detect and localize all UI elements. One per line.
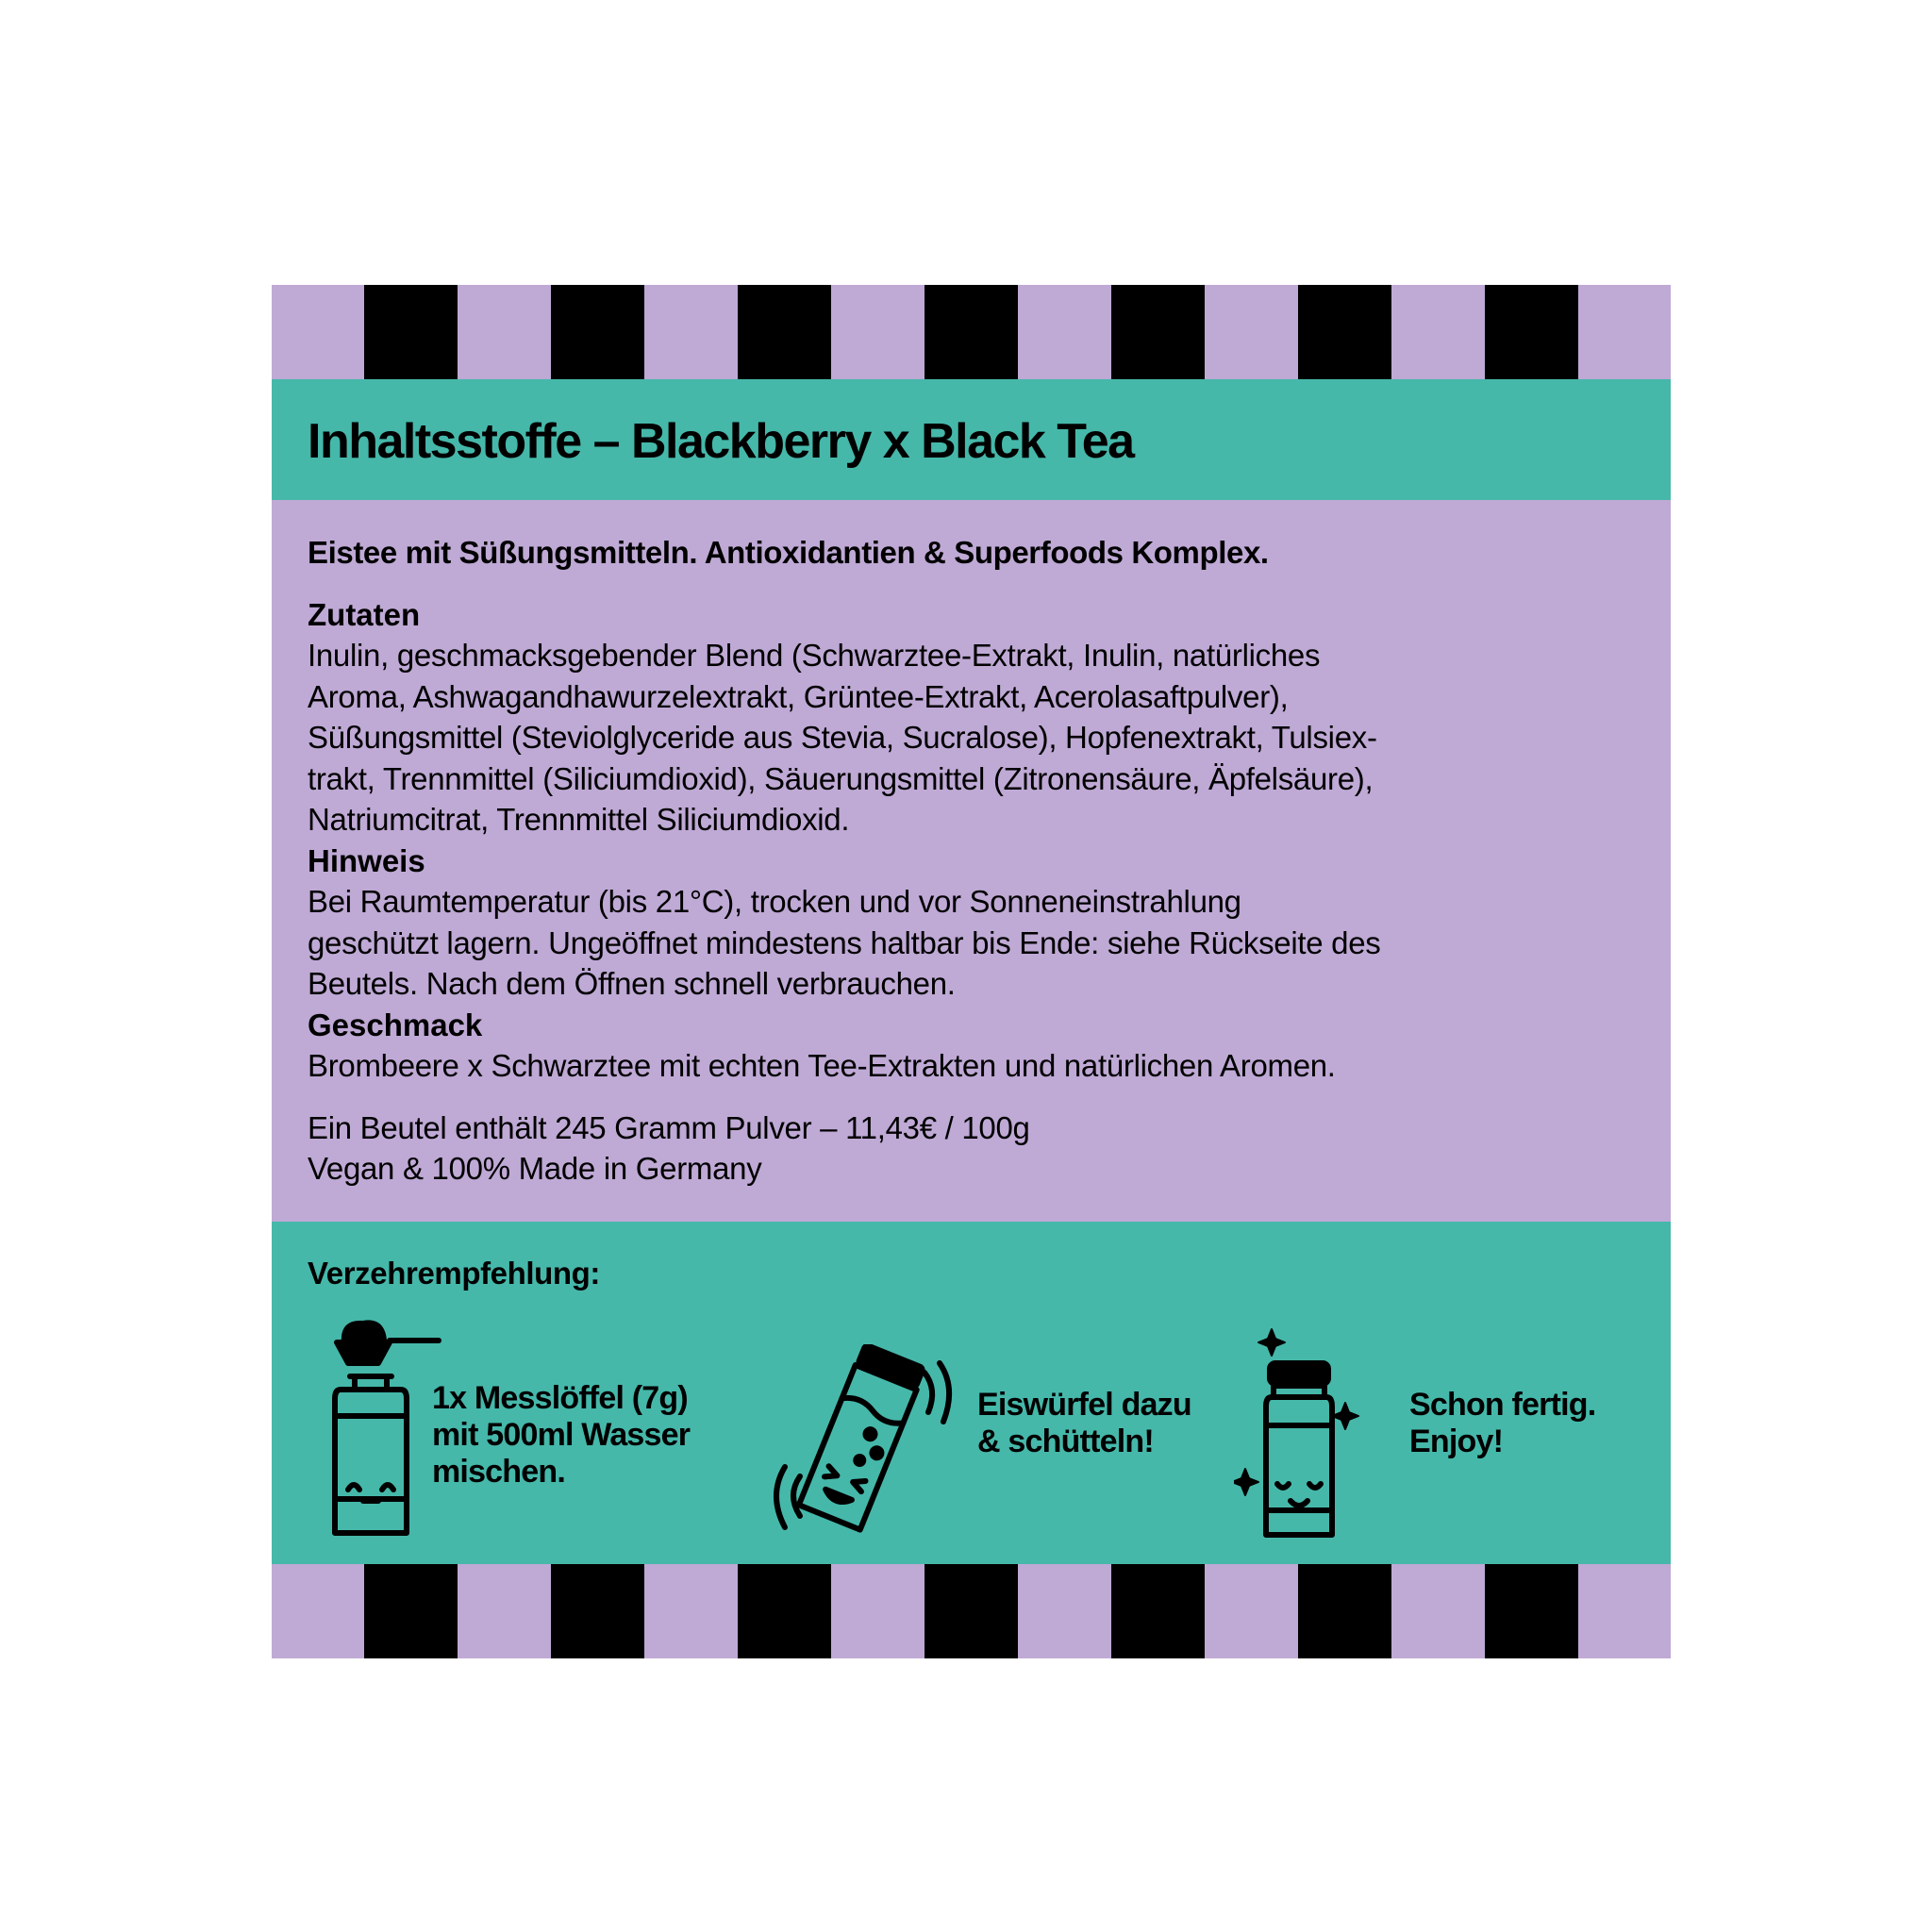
package-info: Ein Beutel enthält 245 Gramm Pulver – 11,43€ / 100g: [308, 1109, 1030, 1145]
checker-square: [1485, 1564, 1578, 1658]
geschmack-heading: Geschmack: [308, 1007, 483, 1042]
zutaten-line: Inulin, geschmacksgebender Blend (Schwarztee-Extrakt, Inulin, natürliches: [308, 638, 1321, 673]
hinweis-line: Beutels. Nach dem Öffnen schnell verbrauchen.: [308, 966, 956, 1001]
checker-stripe-bottom: [272, 1564, 1671, 1658]
ingredients-text: [308, 532, 1647, 1190]
checker-square: [1111, 1564, 1205, 1658]
geschmack-line: Brombeere x Schwarztee mit echten Tee-Extrakten und natürlichen Aromen.: [308, 1048, 1336, 1083]
checker-square: [924, 285, 1018, 379]
consumption-recommendation: [272, 1222, 1671, 1564]
checker-square: [924, 1564, 1018, 1658]
hinweis-line: geschützt lagern. Ungeöffnet mindestens haltbar bis Ende: siehe Rückseite des: [308, 924, 1381, 960]
checker-square: [1485, 285, 1578, 379]
shaking-bottle-icon: [762, 1344, 970, 1533]
sparkling-bottle-icon: [1234, 1327, 1366, 1544]
page-title: Inhaltsstoffe – Blackberry x Black Tea: [308, 414, 1134, 469]
checker-square: [738, 285, 831, 379]
checker-square: [551, 285, 644, 379]
zutaten-line: trakt, Trennmittel (Siliciumdioxid), Säuerungsmittel (Zitronensäure, Äpfelsäure),: [308, 760, 1374, 796]
checker-stripe-top: [272, 285, 1671, 379]
step-3-text: Schon fertig. Enjoy!: [1409, 1387, 1596, 1459]
checker-square: [364, 285, 458, 379]
checker-square: [364, 1564, 458, 1658]
checker-square: [738, 1564, 831, 1658]
recommendation-title: Verzehrempfehlung:: [308, 1256, 601, 1291]
zutaten-line: Aroma, Ashwagandhawurzelextrakt, Grüntee-Extrakt, Acerolasaftpulver),: [308, 678, 1289, 714]
step-2-text: Eiswürfel dazu & schütteln!: [977, 1387, 1191, 1459]
checker-square: [551, 1564, 644, 1658]
checker-square: [1111, 285, 1205, 379]
zutaten-line: Süßungsmittel (Steviolglyceride aus Stevia, Sucralose), Hopfenextrakt, Tulsiex-: [308, 720, 1377, 755]
title-bar: [272, 379, 1671, 500]
hinweis-heading: Hinweis: [308, 842, 425, 878]
origin-info: Vegan & 100% Made in Germany: [308, 1151, 762, 1186]
zutaten-heading: Zutaten: [308, 596, 421, 632]
checker-square: [1298, 1564, 1391, 1658]
hinweis-line: Bei Raumtemperatur (bis 21°C), trocken und vor Sonneneinstrahlung: [308, 884, 1241, 919]
ingredients-card: [272, 285, 1671, 1658]
checker-square: [1298, 285, 1391, 379]
product-description: Eistee mit Süßungsmitteln. Antioxidantien & Superfoods Komplex.: [308, 535, 1269, 570]
step-1-text: 1x Messlöffel (7g) mit 500ml Wasser mischen.: [432, 1380, 691, 1490]
zutaten-line: Natriumcitrat, Trennmittel Siliciumdioxid.: [308, 802, 850, 837]
